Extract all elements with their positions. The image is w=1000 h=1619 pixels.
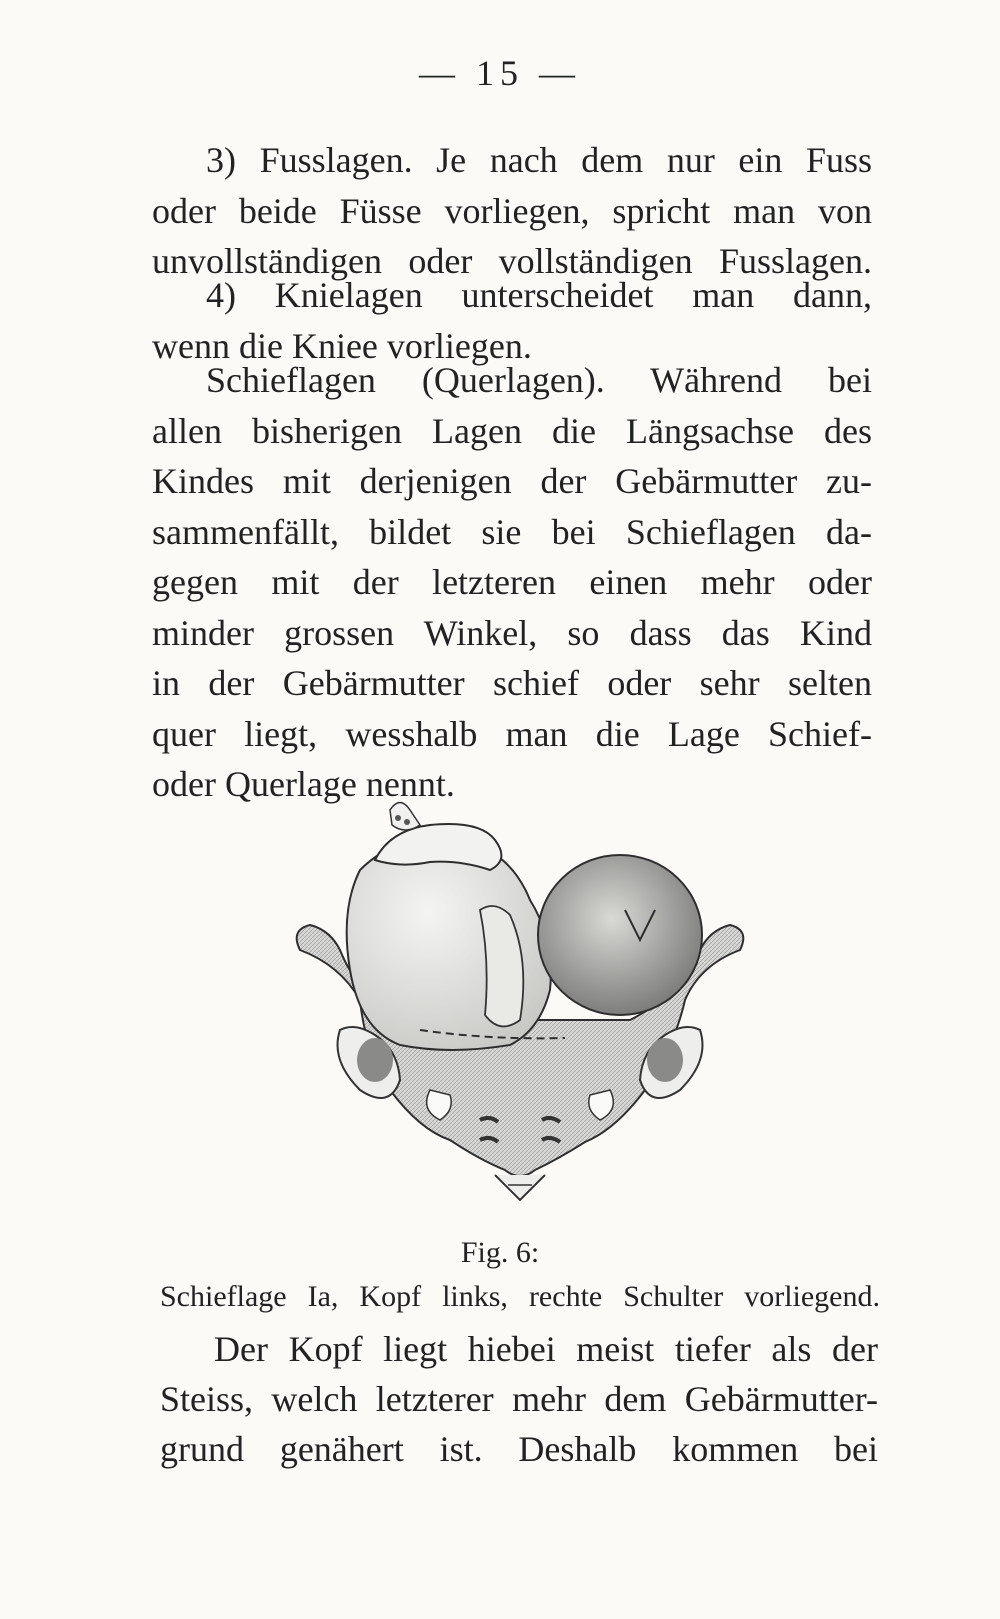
text-line: gegen mit der letzteren einen mehr oder [152,562,872,602]
figure-caption: Schieflage Ia, Kopf links, rechte Schulter vorliegend. [160,1280,880,1313]
figure-illustration [280,790,760,1210]
figure-number: Fig. 6: [460,1236,540,1269]
text-line: quer liegt, wesshalb man die Lage Schief- [152,713,872,754]
text-line: in der Gebärmutter schief oder sehr selten [152,663,872,703]
paragraph-schieflagen [152,355,872,810]
text-line: wenn die Kniee vorliegen. [152,325,532,366]
text-line: Der Kopf liegt hiebei meist tiefer als der [214,1329,878,1369]
page-number: — 15 — [419,53,581,93]
text-line: grund genähert ist. Deshalb kommen bei [160,1429,878,1469]
text-line: oder Querlage nennt. [152,764,455,804]
text-line: allen bisherigen Lagen die Längsachse des [152,410,872,451]
text-line: unvollständigen oder vollständigen Fusslagen. [152,241,872,281]
text-line: sammenfällt, bildet sie bei Schieflagen da- [152,511,872,552]
text-line: Kindes mit derjenigen der Gebärmutter zu- [152,461,872,501]
paragraph-fusslagen [152,135,872,287]
text-line: 4) Knielagen unterscheidet man dann, [206,275,872,315]
text-line: 3) Fusslagen. Je nach dem nur ein Fuss [206,140,872,180]
text-line: oder beide Füsse vorliegen, spricht man von [152,190,872,231]
paragraph-kopf [160,1324,878,1474]
text-line: Steiss, welch letzterer mehr dem Gebärmutter- [160,1379,878,1419]
text-line: Schieflagen (Querlagen). Während bei [206,360,872,400]
text-line: minder grossen Winkel, so dass das Kind [152,612,872,653]
